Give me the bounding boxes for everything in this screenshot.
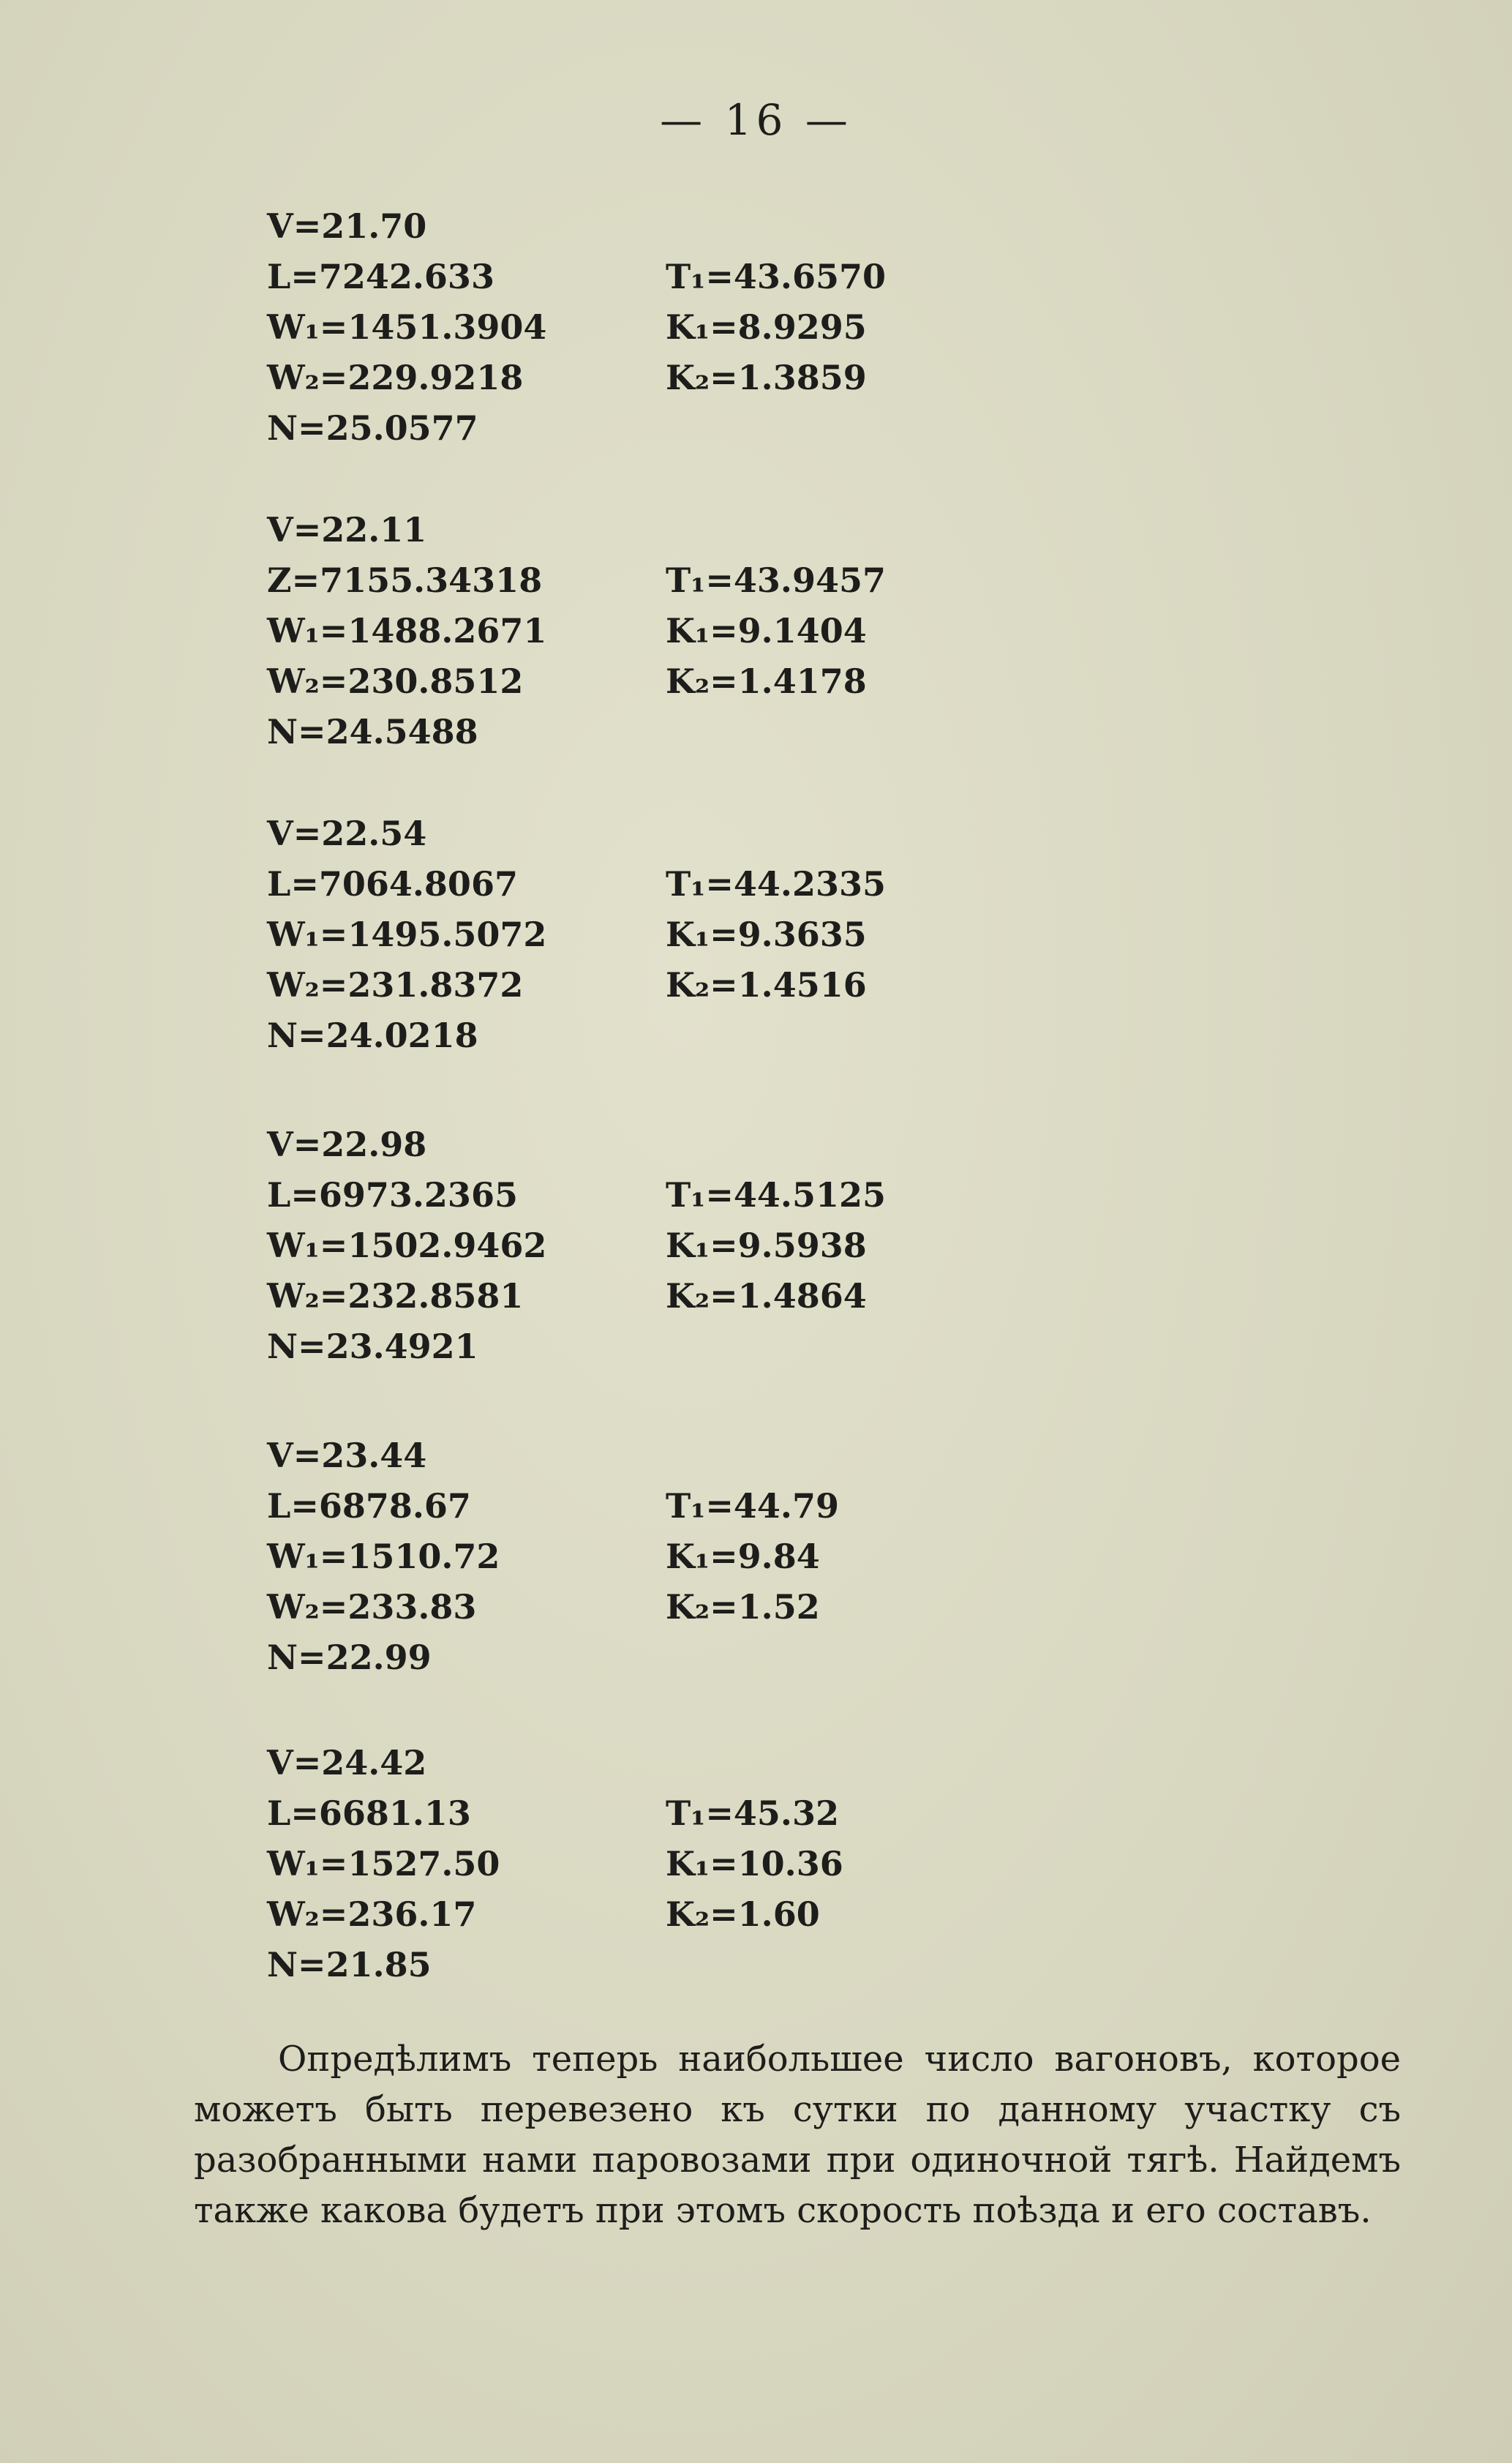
value-line: W₁=1510.72 bbox=[267, 1537, 500, 1576]
value-line: T₁=43.6570 bbox=[666, 257, 886, 296]
value-line: K₁=10.36 bbox=[666, 1844, 843, 1883]
value-line: T₁=44.5125 bbox=[666, 1175, 886, 1215]
value-line: Z=7155.34318 bbox=[267, 561, 543, 600]
value-line: V=22.54 bbox=[267, 814, 427, 853]
value-line: V=22.11 bbox=[267, 510, 427, 550]
value-line: N=24.5488 bbox=[267, 712, 478, 751]
value-line: N=21.85 bbox=[267, 1945, 432, 1984]
left-values bbox=[267, 1120, 662, 1372]
left-values bbox=[267, 505, 662, 757]
value-line: W₂=229.9218 bbox=[267, 358, 524, 397]
value-line: T₁=43.9457 bbox=[666, 561, 886, 600]
value-line: K₁=9.5938 bbox=[666, 1226, 867, 1265]
value-line: W₂=232.8581 bbox=[267, 1276, 524, 1316]
value-line: K₂=1.3859 bbox=[666, 358, 867, 397]
value-line: W₂=233.83 bbox=[267, 1587, 477, 1627]
value-line: N=24.0218 bbox=[267, 1016, 478, 1055]
value-line: N=25.0577 bbox=[267, 408, 478, 448]
right-values bbox=[666, 1788, 973, 1940]
value-line: W₂=230.8512 bbox=[267, 661, 524, 701]
value-line: V=21.70 bbox=[267, 206, 427, 246]
value-line: K₁=9.1404 bbox=[666, 611, 867, 651]
value-line: W₁=1502.9462 bbox=[267, 1226, 547, 1265]
value-line: T₁=44.79 bbox=[666, 1486, 839, 1526]
value-line: L=6681.13 bbox=[267, 1793, 471, 1833]
value-line: T₁=44.2335 bbox=[666, 864, 886, 904]
value-line: W₂=231.8372 bbox=[267, 965, 524, 1005]
value-line: K₁=8.9295 bbox=[666, 307, 867, 347]
right-values bbox=[666, 1170, 973, 1322]
value-line: L=7242.633 bbox=[267, 257, 494, 296]
left-values bbox=[267, 1431, 662, 1683]
value-line: V=24.42 bbox=[267, 1743, 427, 1782]
right-values bbox=[666, 555, 973, 707]
value-line: L=6878.67 bbox=[267, 1486, 471, 1526]
right-values bbox=[666, 859, 973, 1011]
page-number: — 16 — bbox=[660, 95, 852, 145]
value-line: L=7064.8067 bbox=[267, 864, 518, 904]
left-values bbox=[267, 201, 662, 454]
value-line: W₁=1488.2671 bbox=[267, 611, 547, 651]
value-line: K₁=9.3635 bbox=[666, 915, 867, 954]
value-line: W₁=1527.50 bbox=[267, 1844, 500, 1883]
value-line: W₂=236.17 bbox=[267, 1894, 477, 1934]
right-values bbox=[666, 252, 973, 403]
value-line: W₁=1451.3904 bbox=[267, 307, 547, 347]
value-line: T₁=45.32 bbox=[666, 1793, 839, 1833]
value-line: V=22.98 bbox=[267, 1125, 427, 1164]
value-line: L=6973.2365 bbox=[267, 1175, 518, 1215]
value-line: N=23.4921 bbox=[267, 1327, 478, 1366]
value-line: V=23.44 bbox=[267, 1436, 427, 1475]
value-line: K₁=9.84 bbox=[666, 1537, 820, 1576]
value-line: K₂=1.4516 bbox=[666, 965, 867, 1005]
right-values bbox=[666, 1481, 973, 1632]
value-line: N=22.99 bbox=[267, 1638, 432, 1677]
body-paragraph: Опредѣлимъ теперь наибольшее число вагоновъ, которое можетъ быть перевезено къ сутки по данному участку съ разобранными нами паровозами при одиночной тягѣ. Найдемъ также какова будетъ при этомъ скорость поѣзда и его составъ. bbox=[194, 2039, 1401, 2231]
value-line: K₂=1.52 bbox=[666, 1587, 820, 1627]
value-line: K₂=1.4178 bbox=[666, 661, 867, 701]
left-values bbox=[267, 1738, 662, 1990]
value-line: K₂=1.60 bbox=[666, 1894, 820, 1934]
value-line: K₂=1.4864 bbox=[666, 1276, 867, 1316]
left-values bbox=[267, 809, 662, 1061]
value-line: W₁=1495.5072 bbox=[267, 915, 547, 954]
